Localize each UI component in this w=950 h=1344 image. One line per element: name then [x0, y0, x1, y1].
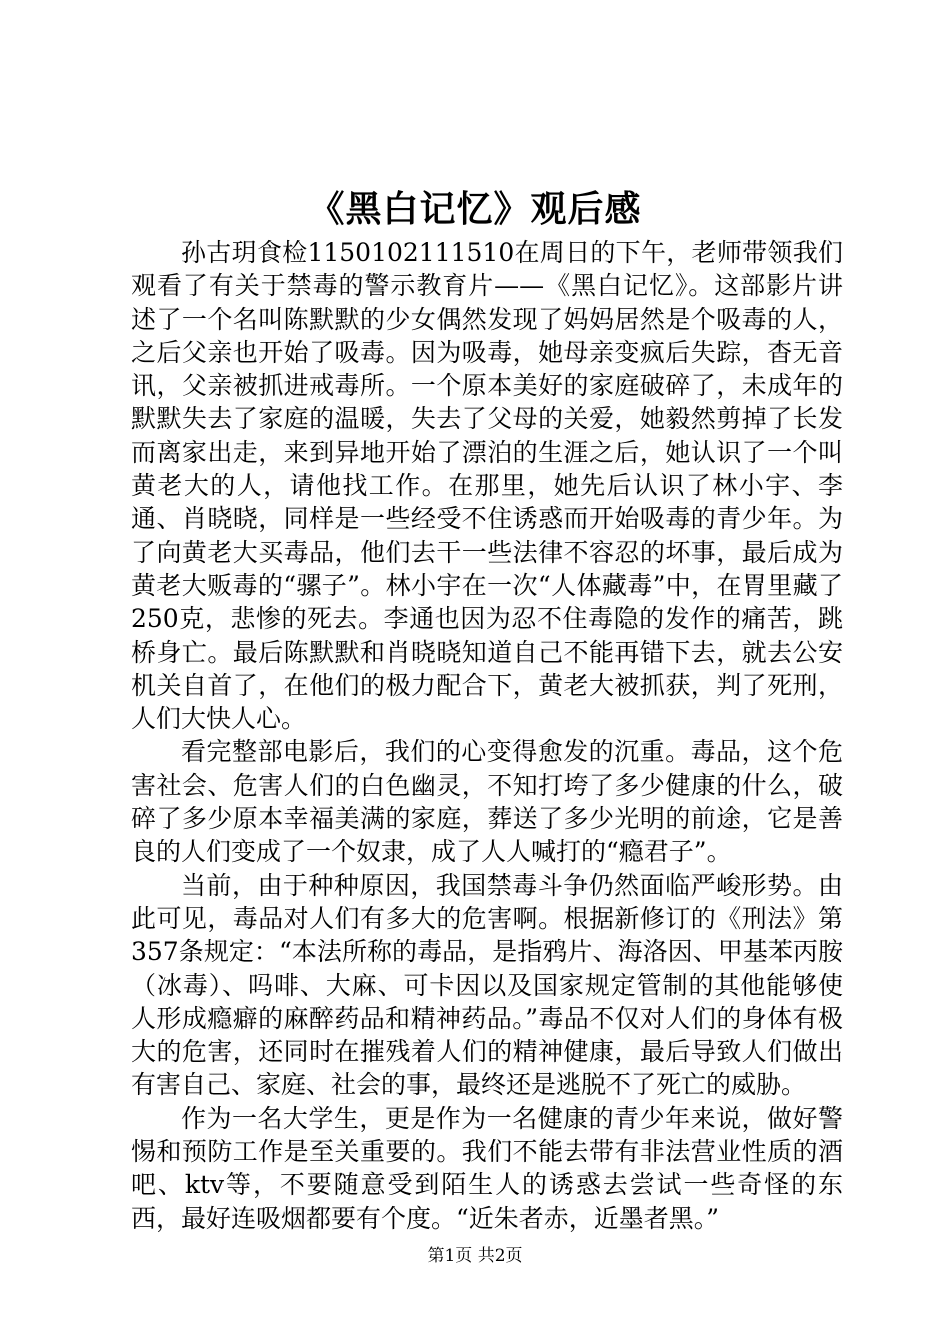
document-title: 《黑白记忆》观后感 [308, 188, 642, 230]
paragraph: 孙古玥食检1150102111510在周日的下午，老师带领我们观看了有关于禁毒的警示教育片——《黑白记忆》。这部影片讲述了一个名叫陈默默的少女偶然发现了妈妈居然是个吸毒的人，之后父亲也开始了吸毒。因为吸毒，她母亲变疯后失踪，杳无音讯，父亲被抓进戒毒所。一个原本美好的家庭破碎了，未成年的默默失去了家庭的温暖，失去了父母的关爱，她毅然剪掉了长发而离家出走，来到异地开始了漂泊的生涯之后，她认识了一个叫黄老大的人，请他找工作。在那里，她先后认识了林小宇、李通、肖晓晓，同样是一些经受不住诱惑而开始吸毒的青少年。为了向黄老大买毒品，他们去干一些法律不容忍的坏事，最后成为黄老大贩毒的“骡子”。林小宇在一次“人体藏毒”中，在胃里藏了250克，悲惨的死去。李通也因为忍不住毒隐的发作的痛苦，跳桥身亡。最后陈默默和肖晓晓知道自己不能再错下去，就去公安机关自首了，在他们的极力配合下，黄老大被抓获，判了死刑，人们大快人心。 [131, 238, 843, 734]
paragraph: 当前，由于种种原因，我国禁毒斗争仍然面临严峻形势。由此可见，毒品对人们有多大的危害啊。根据新修订的《刑法》第357条规定：“本法所称的毒品，是指鸦片、海洛因、甲基苯丙胺（冰毒）、吗啡、大麻、可卡因以及国家规定管制的其他能够使人形成瘾癖的麻醉药品和精神药品。”毒品不仅对人们的身体有极大的危害，还同时在摧残着人们的精神健康，最后导致人们做出有害自己、家庭、社会的事，最终还是逃脱不了死亡的威胁。 [131, 870, 843, 1100]
paragraph: 看完整部电影后，我们的心变得愈发的沉重。毒品，这个危害社会、危害人们的白色幽灵，不知打垮了多少健康的什么，破碎了多少原本幸福美满的家庭，葬送了多少光明的前途，它是善良的人们变成了一个奴隶，成了人人喊打的“瘾君子”。 [131, 737, 843, 867]
paragraph: 作为一名大学生，更是作为一名健康的青少年来说，做好警惕和预防工作是至关重要的。我们不能去带有非法营业性质的酒吧、ktv等，不要随意受到陌生人的诱惑去尝试一些奇怪的东西，最好连吸烟都要有个度。“近朱者赤，近墨者黑。” [131, 1103, 843, 1233]
page-number-footer: 第1页 共2页 [427, 1246, 523, 1266]
document-body [131, 236, 843, 1235]
